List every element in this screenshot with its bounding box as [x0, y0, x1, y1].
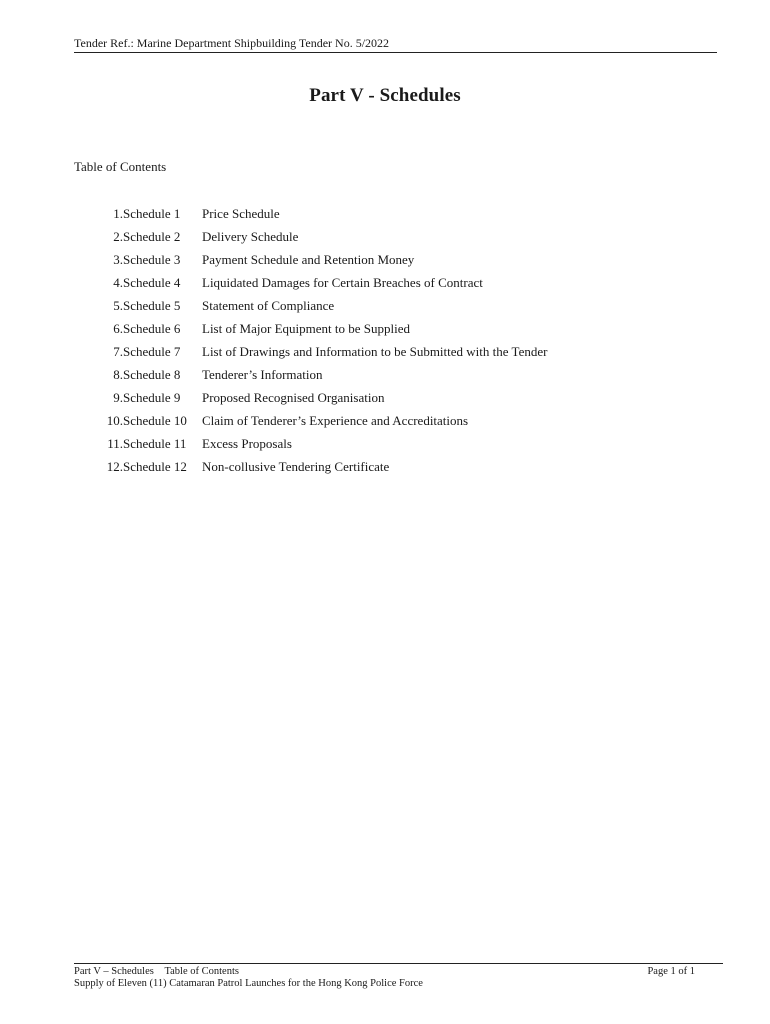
toc-item-schedule: Schedule 5	[123, 298, 181, 313]
toc-item-number: 11.	[107, 436, 123, 451]
toc-item-schedule: Schedule 9	[123, 390, 181, 405]
footer-project: Supply of Eleven (11) Catamaran Patrol Launches for the Hong Kong Police Force	[74, 978, 423, 989]
toc-heading: Table of Contents	[74, 159, 167, 174]
toc-item	[95, 250, 547, 273]
toc-item-title: Tenderer’s Information	[202, 367, 323, 382]
toc-item	[95, 227, 547, 250]
toc-item	[95, 319, 547, 342]
toc-item-schedule: Schedule 1	[123, 206, 181, 221]
toc-item-schedule: Schedule 7	[123, 344, 181, 359]
tender-reference: Tender Ref.: Marine Department Shipbuilding Tender No. 5/2022	[74, 36, 390, 50]
toc-item	[95, 434, 547, 457]
toc-item	[95, 365, 547, 388]
toc-item-schedule: Schedule 8	[123, 367, 181, 382]
footer-section-info	[74, 966, 239, 978]
toc-item-schedule: Schedule 4	[123, 275, 181, 290]
toc-item	[95, 342, 547, 365]
toc-item-schedule: Schedule 2	[123, 229, 181, 244]
toc-item-number: 12.	[106, 459, 123, 474]
toc-item	[95, 296, 547, 319]
toc-item-number: 3.	[113, 252, 123, 267]
toc-item-title: Payment Schedule and Retention Money	[202, 252, 415, 267]
footer-section: Table of Contents	[164, 966, 239, 977]
footer-top-line	[74, 966, 723, 978]
toc-list	[95, 204, 547, 480]
page-header	[74, 36, 717, 53]
toc-item	[95, 457, 547, 480]
page-footer	[74, 963, 723, 990]
toc-item-number: 9.	[113, 390, 123, 405]
toc-item-title: Statement of Compliance	[202, 298, 335, 313]
toc-item-number: 8.	[113, 367, 123, 382]
toc-item	[95, 411, 547, 434]
toc-item-title: Price Schedule	[202, 206, 280, 221]
toc-item-number: 1.	[113, 206, 123, 221]
toc-item-title: Claim of Tenderer’s Experience and Accreditations	[202, 413, 469, 428]
toc-item-number: 6.	[113, 321, 123, 336]
toc-item	[95, 204, 547, 227]
toc-item	[95, 388, 547, 411]
toc-item-number: 5.	[113, 298, 123, 313]
toc-item-title: Liquidated Damages for Certain Breaches of Contract	[202, 275, 483, 290]
toc-item-schedule: Schedule 11	[123, 436, 187, 451]
toc-item-title: Non-collusive Tendering Certificate	[202, 459, 390, 474]
toc-item	[95, 273, 547, 296]
toc-item-schedule: Schedule 6	[123, 321, 181, 336]
toc-item-title: Proposed Recognised Organisation	[202, 390, 385, 405]
toc-item-number: 10.	[106, 413, 123, 428]
toc-item-title: Excess Proposals	[202, 436, 292, 451]
toc-item-title: Delivery Schedule	[202, 229, 299, 244]
toc-item-schedule: Schedule 10	[123, 413, 187, 428]
page-number: Page 1 of 1	[647, 966, 695, 977]
page-title: Part V - Schedules	[309, 85, 461, 106]
toc-item-schedule: Schedule 3	[123, 252, 181, 267]
toc-item-schedule: Schedule 12	[123, 459, 187, 474]
footer-part: Part V – Schedules	[74, 966, 154, 977]
toc-item-number: 2.	[113, 229, 123, 244]
toc-item-number: 7.	[113, 344, 123, 359]
toc-item-title: List of Major Equipment to be Supplied	[202, 321, 410, 336]
toc-item-number: 4.	[113, 275, 123, 290]
toc-item-title: List of Drawings and Information to be Submitted with the Tender	[202, 344, 548, 359]
